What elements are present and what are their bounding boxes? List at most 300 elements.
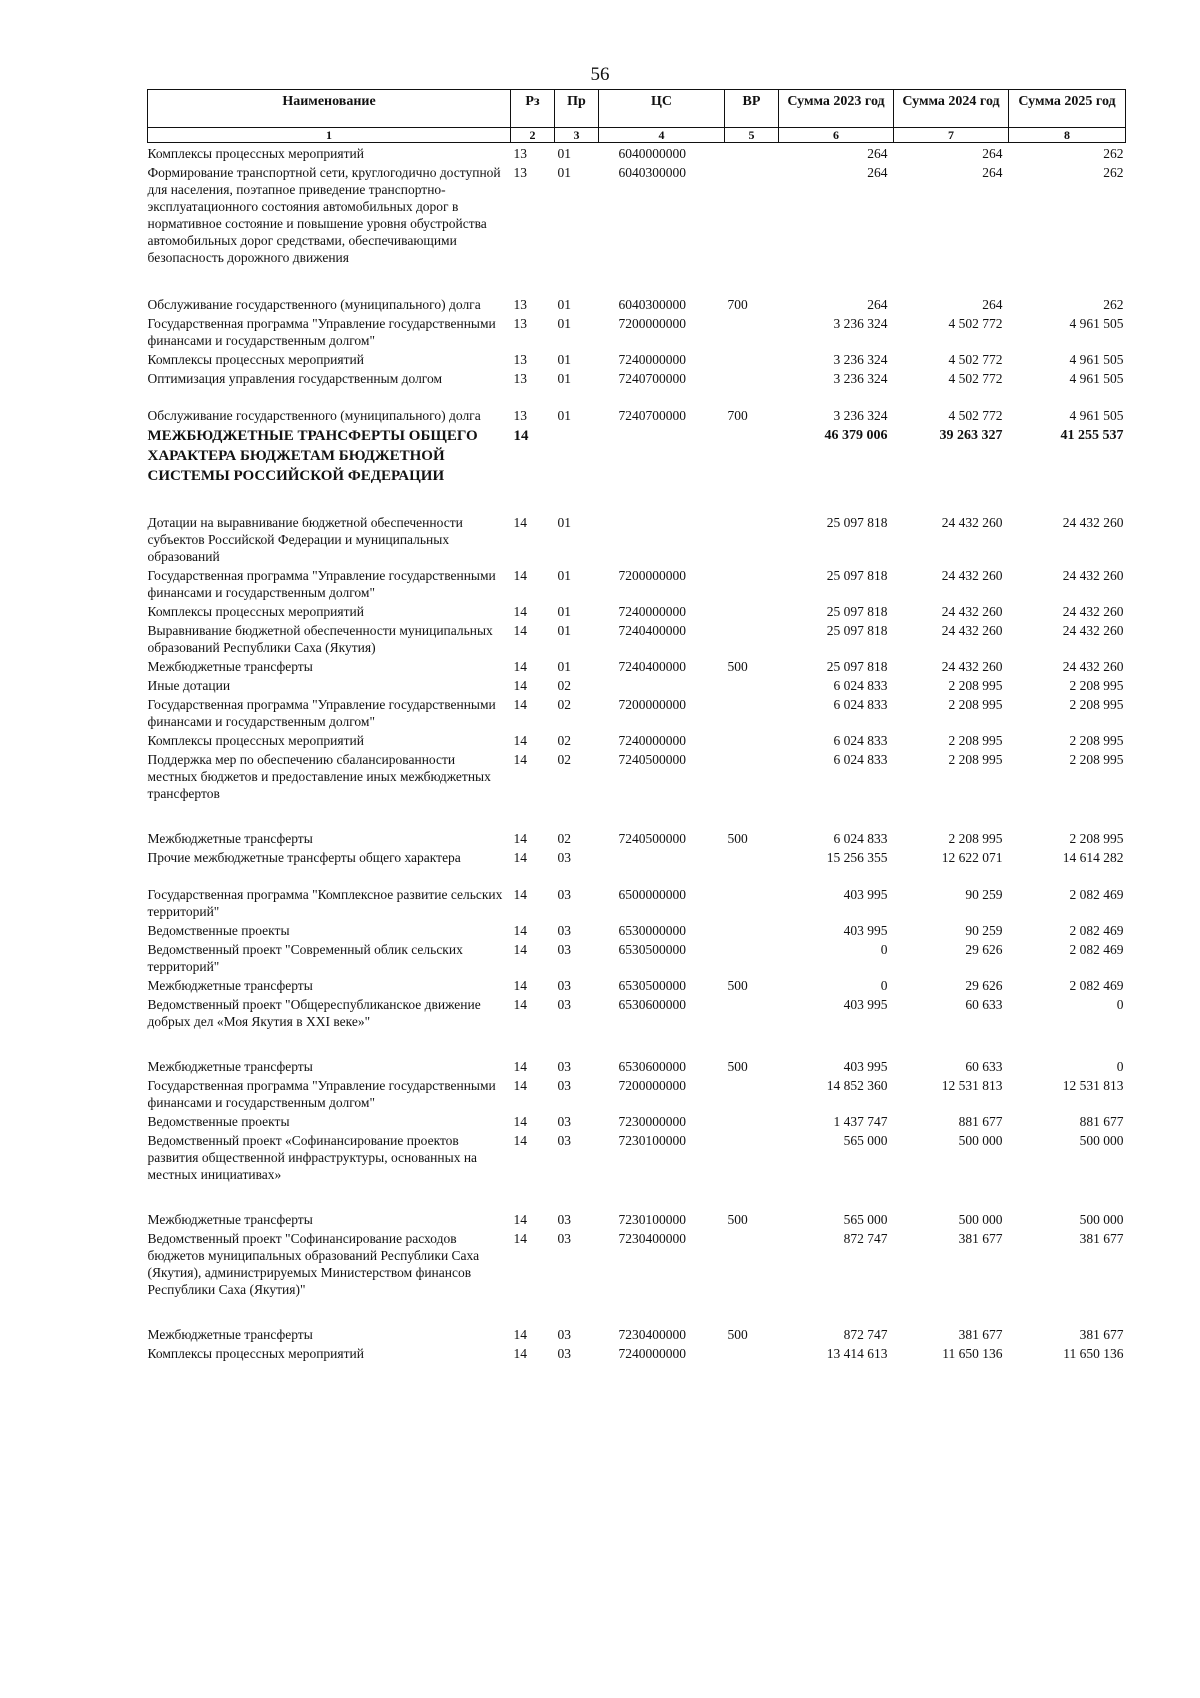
row-pr: 01 [557, 146, 571, 161]
row-sum-2024: 60 633 [965, 997, 1003, 1012]
row-pr: 01 [557, 659, 571, 674]
row-sum-2025: 500 000 [1079, 1133, 1124, 1148]
row-sum-2024: 29 626 [965, 978, 1003, 993]
row-vr [725, 1228, 779, 1324]
row-sum-2024: 4 502 772 [948, 316, 1003, 331]
row-sum-2024: 264 [982, 297, 1003, 312]
row-sum-2025: 881 677 [1079, 1114, 1124, 1129]
row-sum-2023: 403 995 [843, 923, 888, 938]
row-sum-2023: 872 747 [843, 1231, 888, 1246]
row-cs: 7240400000 [618, 623, 686, 638]
row-rz: 14 [513, 515, 527, 530]
row-sum-2024: 24 432 260 [941, 515, 1003, 530]
row-name: Государственная программа "Управление государственными финансами и государственным долгом" [147, 697, 496, 729]
row-sum-2023: 14 852 360 [826, 1078, 888, 1093]
row-rz: 14 [513, 923, 527, 938]
row-rz: 13 [513, 371, 527, 386]
row-rz: 13 [513, 352, 527, 367]
row-sum-2025: 2 082 469 [1069, 887, 1124, 902]
row-rz: 13 [513, 316, 527, 331]
row-sum-2024: 60 633 [965, 1059, 1003, 1074]
row-sum-2023: 565 000 [843, 1212, 888, 1227]
row-pr: 01 [557, 515, 571, 530]
row-sum-2025: 381 677 [1079, 1327, 1124, 1342]
row-sum-2025: 0 [1116, 1059, 1124, 1074]
table-row [148, 1343, 1126, 1362]
table-row [148, 730, 1126, 749]
row-name: Государственная программа "Комплексное развитие сельских территорий" [147, 887, 503, 919]
table-row [148, 1056, 1126, 1075]
column-number: 8 [1009, 128, 1126, 143]
row-rz: 13 [513, 297, 527, 312]
row-sum-2025: 2 082 469 [1069, 942, 1124, 957]
row-rz: 13 [513, 165, 527, 180]
row-pr: 03 [557, 923, 571, 938]
table-row [148, 1111, 1126, 1130]
row-vr: 500 [727, 659, 748, 674]
row-rz: 14 [513, 1059, 527, 1074]
row-sum-2023: 25 097 818 [826, 568, 888, 583]
row-vr [725, 884, 779, 920]
header-name: Наименование [148, 90, 511, 128]
column-number-row [148, 128, 1126, 143]
row-sum-2025: 24 432 260 [1062, 659, 1124, 674]
table-row [148, 162, 1126, 294]
row-sum-2025: 24 432 260 [1062, 568, 1124, 583]
row-sum-2023: 25 097 818 [826, 659, 888, 674]
budget-sheet [147, 89, 1125, 1362]
row-vr [725, 994, 779, 1056]
table-row [148, 656, 1126, 675]
row-vr: 500 [727, 1212, 748, 1227]
row-pr: 02 [557, 752, 571, 767]
row-sum-2025: 500 000 [1079, 1212, 1124, 1227]
row-vr [725, 620, 779, 656]
row-cs [599, 847, 725, 884]
row-sum-2025: 2 208 995 [1069, 752, 1124, 767]
row-cs: 7200000000 [618, 316, 686, 331]
row-sum-2024: 2 208 995 [948, 697, 1003, 712]
row-name: Обслуживание государственного (муниципального) долга [147, 297, 481, 312]
row-sum-2025: 4 961 505 [1069, 352, 1124, 367]
row-name: Формирование транспортной сети, круглогодично доступной для населения, поэтапное приведение транспортно-эксплуатационного состояния автомобильных дорог в нормативное состояние и повышение уровня обустройства автомобильных дорог средствами, обеспечивающими безопасность дорожного движения [147, 165, 501, 265]
row-name: Иные дотации [147, 678, 231, 693]
row-vr [725, 565, 779, 601]
row-name: Ведомственный проект "Современный облик сельских территорий" [147, 942, 463, 974]
row-rz: 14 [513, 1133, 527, 1148]
row-sum-2025: 2 208 995 [1069, 831, 1124, 846]
row-cs: 6040300000 [618, 165, 686, 180]
row-sum-2024: 2 208 995 [948, 733, 1003, 748]
row-rz: 14 [513, 1346, 527, 1361]
row-sum-2024: 90 259 [965, 887, 1003, 902]
row-sum-2024: 24 432 260 [941, 623, 1003, 638]
header-row [148, 90, 1126, 128]
row-rz: 14 [513, 604, 527, 619]
row-sum-2024: 2 208 995 [948, 678, 1003, 693]
table-row [148, 1130, 1126, 1209]
row-sum-2024: 381 677 [958, 1231, 1003, 1246]
row-rz: 14 [513, 1078, 527, 1093]
row-sum-2024: 24 432 260 [941, 659, 1003, 674]
row-cs: 7240000000 [618, 733, 686, 748]
row-name: Межбюджетные трансферты [147, 1059, 313, 1074]
row-pr: 01 [557, 371, 571, 386]
table-row [148, 1209, 1126, 1228]
row-pr: 03 [557, 1059, 571, 1074]
row-rz: 14 [513, 850, 527, 865]
table-row [148, 565, 1126, 601]
row-sum-2023: 46 379 006 [824, 428, 888, 443]
row-rz: 14 [513, 997, 527, 1012]
row-pr: 02 [557, 733, 571, 748]
table-row [148, 368, 1126, 405]
column-number: 4 [599, 128, 725, 143]
row-pr: 03 [557, 850, 571, 865]
row-sum-2023: 6 024 833 [833, 831, 888, 846]
header-vr: ВР [725, 90, 779, 128]
row-sum-2024: 2 208 995 [948, 752, 1003, 767]
row-name: Ведомственный проект "Софинансирование расходов бюджетов муниципальных образований Республики Саха (Якутия), администрируемых Министерством финансов Республики Саха (Якутия)" [147, 1231, 480, 1297]
row-cs: 6530600000 [618, 1059, 686, 1074]
row-sum-2023: 1 437 747 [833, 1114, 888, 1129]
row-pr: 03 [557, 1327, 571, 1342]
row-name: Прочие межбюджетные трансферты общего характера [147, 850, 461, 865]
row-vr: 500 [727, 1059, 748, 1074]
row-sum-2025: 12 531 813 [1062, 1078, 1124, 1093]
row-pr: 01 [557, 352, 571, 367]
row-vr [725, 1075, 779, 1111]
header-sum-2024: Сумма 2024 год [894, 90, 1009, 128]
row-name: Ведомственные проекты [147, 1114, 290, 1129]
header-pr: Пр [555, 90, 599, 128]
row-rz: 14 [513, 623, 527, 638]
row-vr [725, 424, 779, 512]
row-name: Оптимизация управления государственным долгом [147, 371, 443, 386]
row-rz: 14 [513, 1327, 527, 1342]
row-sum-2023: 403 995 [843, 997, 888, 1012]
row-rz: 14 [513, 428, 529, 444]
column-number: 6 [779, 128, 894, 143]
row-vr [725, 749, 779, 828]
row-sum-2023: 0 [880, 978, 888, 993]
row-sum-2024: 500 000 [958, 1133, 1003, 1148]
row-rz: 13 [513, 408, 527, 423]
row-cs: 7240000000 [618, 352, 686, 367]
row-pr: 03 [557, 1133, 571, 1148]
row-sum-2023: 25 097 818 [826, 623, 888, 638]
row-sum-2024: 12 531 813 [941, 1078, 1003, 1093]
row-vr [725, 675, 779, 694]
column-number: 7 [894, 128, 1009, 143]
row-name: Ведомственные проекты [147, 923, 290, 938]
row-sum-2025: 2 208 995 [1069, 678, 1124, 693]
table-row [148, 313, 1126, 349]
row-rz: 14 [513, 942, 527, 957]
row-sum-2023: 3 236 324 [833, 316, 888, 331]
row-sum-2023: 0 [880, 942, 888, 957]
table-row [148, 601, 1126, 620]
row-sum-2023: 25 097 818 [826, 515, 888, 530]
row-vr [725, 349, 779, 368]
row-sum-2025: 381 677 [1079, 1231, 1124, 1246]
row-vr [725, 368, 779, 405]
header-sum-2023: Сумма 2023 год [779, 90, 894, 128]
row-sum-2023: 264 [867, 165, 888, 180]
row-rz: 14 [513, 752, 527, 767]
row-name: Выравнивание бюджетной обеспеченности муниципальных образований Республики Саха (Якутия) [147, 623, 493, 655]
row-name: Межбюджетные трансферты [147, 978, 313, 993]
row-sum-2023: 6 024 833 [833, 697, 888, 712]
row-sum-2024: 24 432 260 [941, 604, 1003, 619]
row-pr: 01 [557, 408, 571, 423]
row-pr: 03 [557, 997, 571, 1012]
row-vr [725, 920, 779, 939]
row-pr: 03 [557, 887, 571, 902]
row-cs: 6040300000 [618, 297, 686, 312]
row-sum-2025: 4 961 505 [1069, 316, 1124, 331]
row-sum-2024: 264 [982, 165, 1003, 180]
table-row [148, 349, 1126, 368]
row-pr: 03 [557, 978, 571, 993]
row-sum-2025: 2 082 469 [1069, 978, 1124, 993]
row-sum-2023: 13 414 613 [826, 1346, 888, 1361]
row-sum-2024: 500 000 [958, 1212, 1003, 1227]
row-vr [725, 601, 779, 620]
table-row [148, 143, 1126, 163]
page-number: 56 [590, 64, 610, 85]
row-pr: 03 [557, 942, 571, 957]
row-vr [725, 1343, 779, 1362]
row-pr: 02 [557, 697, 571, 712]
table-row [148, 994, 1126, 1056]
row-sum-2024: 39 263 327 [939, 428, 1003, 443]
row-rz: 14 [513, 831, 527, 846]
row-sum-2025: 2 208 995 [1069, 697, 1124, 712]
row-sum-2023: 6 024 833 [833, 752, 888, 767]
row-name: Комплексы процессных мероприятий [147, 1346, 364, 1361]
row-sum-2025: 2 208 995 [1069, 733, 1124, 748]
table-row [148, 828, 1126, 847]
row-sum-2025: 14 614 282 [1062, 850, 1124, 865]
row-cs: 7230400000 [618, 1231, 686, 1246]
row-cs: 7230100000 [618, 1212, 686, 1227]
column-number: 3 [555, 128, 599, 143]
header-sum-2025: Сумма 2025 год [1009, 90, 1126, 128]
row-sum-2023: 403 995 [843, 1059, 888, 1074]
row-pr: 01 [557, 568, 571, 583]
row-cs: 7240000000 [618, 604, 686, 619]
row-sum-2024: 12 622 071 [941, 850, 1003, 865]
row-cs: 6040000000 [618, 146, 686, 161]
row-cs [599, 675, 725, 694]
row-rz: 14 [513, 697, 527, 712]
table-body [148, 143, 1126, 1363]
row-vr: 700 [727, 408, 748, 423]
row-pr: 03 [557, 1231, 571, 1246]
row-vr [725, 1130, 779, 1209]
column-number: 5 [725, 128, 779, 143]
row-name: Комплексы процессных мероприятий [147, 604, 364, 619]
row-sum-2023: 264 [867, 297, 888, 312]
row-sum-2023: 565 000 [843, 1133, 888, 1148]
row-sum-2025: 262 [1103, 297, 1124, 312]
row-name: Межбюджетные трансферты [147, 1327, 313, 1342]
column-number: 1 [148, 128, 511, 143]
row-sum-2024: 4 502 772 [948, 371, 1003, 386]
row-cs: 7240000000 [618, 1346, 686, 1361]
row-cs: 7200000000 [618, 697, 686, 712]
row-sum-2023: 25 097 818 [826, 604, 888, 619]
row-vr: 500 [727, 831, 748, 846]
row-cs: 7200000000 [618, 568, 686, 583]
header-rz: Рз [511, 90, 555, 128]
row-rz: 13 [513, 146, 527, 161]
row-sum-2024: 90 259 [965, 923, 1003, 938]
table-row [148, 749, 1126, 828]
row-cs: 7230400000 [618, 1327, 686, 1342]
row-sum-2025: 24 432 260 [1062, 623, 1124, 638]
row-cs: 6530000000 [618, 923, 686, 938]
row-sum-2023: 264 [867, 146, 888, 161]
row-name: Государственная программа "Управление государственными финансами и государственным долгом" [147, 316, 496, 348]
row-vr [725, 694, 779, 730]
budget-table [147, 89, 1126, 1362]
table-row [148, 620, 1126, 656]
row-sum-2024: 881 677 [958, 1114, 1003, 1129]
row-cs: 6530500000 [618, 942, 686, 957]
row-name: Межбюджетные трансферты [147, 831, 313, 846]
row-sum-2024: 4 502 772 [948, 352, 1003, 367]
row-sum-2025: 2 082 469 [1069, 923, 1124, 938]
row-vr [725, 847, 779, 884]
row-sum-2024: 29 626 [965, 942, 1003, 957]
row-rz: 14 [513, 1231, 527, 1246]
row-name: Обслуживание государственного (муниципального) долга [147, 408, 481, 423]
row-sum-2023: 872 747 [843, 1327, 888, 1342]
row-cs: 7240400000 [618, 659, 686, 674]
row-sum-2024: 11 650 136 [942, 1346, 1003, 1361]
row-cs [599, 424, 725, 512]
row-pr: 01 [557, 316, 571, 331]
row-cs: 7230100000 [618, 1133, 686, 1148]
row-pr: 01 [557, 165, 571, 180]
row-rz: 14 [513, 568, 527, 583]
table-row [148, 1228, 1126, 1324]
row-pr: 02 [557, 678, 571, 693]
row-rz: 14 [513, 1212, 527, 1227]
row-sum-2024: 4 502 772 [948, 408, 1003, 423]
row-sum-2023: 6 024 833 [833, 678, 888, 693]
row-sum-2025: 4 961 505 [1069, 371, 1124, 386]
row-pr: 03 [557, 1114, 571, 1129]
row-name: МЕЖБЮДЖЕТНЫЕ ТРАНСФЕРТЫ ОБЩЕГО ХАРАКТЕРА БЮДЖЕТАМ БЮДЖЕТНОЙ СИСТЕМЫ РОССИЙСКОЙ ФЕДЕРАЦИИ [147, 428, 478, 484]
row-sum-2023: 6 024 833 [833, 733, 888, 748]
table-row [148, 694, 1126, 730]
row-vr [725, 512, 779, 565]
row-pr: 03 [557, 1212, 571, 1227]
row-vr: 500 [727, 978, 748, 993]
row-sum-2025: 4 961 505 [1069, 408, 1124, 423]
row-pr: 01 [557, 604, 571, 619]
table-row [148, 405, 1126, 424]
row-sum-2024: 24 432 260 [941, 568, 1003, 583]
table-row [148, 975, 1126, 994]
table-row [148, 1075, 1126, 1111]
row-cs: 7240500000 [618, 831, 686, 846]
table-row [148, 424, 1126, 512]
row-rz: 14 [513, 978, 527, 993]
row-name: Ведомственный проект "Общереспубликанское движение добрых дел «Моя Якутия в XXI веке»" [147, 997, 481, 1029]
row-vr [725, 143, 779, 163]
row-sum-2025: 11 650 136 [1063, 1346, 1124, 1361]
row-vr [725, 162, 779, 294]
row-name: Государственная программа "Управление государственными финансами и государственным долгом" [147, 1078, 496, 1110]
column-number: 2 [511, 128, 555, 143]
row-sum-2025: 24 432 260 [1062, 604, 1124, 619]
row-cs: 6530500000 [618, 978, 686, 993]
table-row [148, 294, 1126, 313]
row-name: Поддержка мер по обеспечению сбалансированности местных бюджетов и предоставление иных межбюджетных трансфертов [147, 752, 491, 801]
row-sum-2023: 15 256 355 [826, 850, 888, 865]
row-sum-2025: 262 [1103, 146, 1124, 161]
row-sum-2023: 3 236 324 [833, 408, 888, 423]
row-name: Комплексы процессных мероприятий [147, 146, 364, 161]
row-name: Межбюджетные трансферты [147, 1212, 313, 1227]
row-pr: 01 [557, 297, 571, 312]
header-cs: ЦС [599, 90, 725, 128]
table-row [148, 1324, 1126, 1343]
row-vr: 700 [727, 297, 748, 312]
row-sum-2023: 3 236 324 [833, 371, 888, 386]
row-cs: 6530600000 [618, 997, 686, 1012]
row-name: Комплексы процессных мероприятий [147, 733, 364, 748]
row-vr [725, 730, 779, 749]
row-pr [555, 424, 599, 512]
row-name: Ведомственный проект «Софинансирование проектов развития общественной инфраструктуры, основанных на местных инициативах» [147, 1133, 478, 1182]
row-rz: 14 [513, 887, 527, 902]
row-vr: 500 [727, 1327, 748, 1342]
row-cs [599, 512, 725, 565]
row-sum-2024: 381 677 [958, 1327, 1003, 1342]
row-vr [725, 939, 779, 975]
row-pr: 02 [557, 831, 571, 846]
row-sum-2024: 264 [982, 146, 1003, 161]
row-pr: 03 [557, 1078, 571, 1093]
row-cs: 7200000000 [618, 1078, 686, 1093]
row-cs: 7240700000 [618, 408, 686, 423]
table-row [148, 847, 1126, 884]
row-rz: 14 [513, 678, 527, 693]
row-cs: 7240700000 [618, 371, 686, 386]
row-pr: 03 [557, 1346, 571, 1361]
row-cs: 7240500000 [618, 752, 686, 767]
table-row [148, 884, 1126, 920]
table-header [148, 90, 1126, 143]
row-cs: 6500000000 [618, 887, 686, 902]
row-cs: 7230000000 [618, 1114, 686, 1129]
row-vr [725, 1111, 779, 1130]
row-sum-2025: 41 255 537 [1060, 428, 1124, 443]
row-sum-2025: 262 [1103, 165, 1124, 180]
row-rz: 14 [513, 1114, 527, 1129]
table-row [148, 920, 1126, 939]
row-sum-2025: 0 [1116, 997, 1124, 1012]
table-row [148, 939, 1126, 975]
row-name: Государственная программа "Управление государственными финансами и государственным долгом" [147, 568, 496, 600]
row-rz: 14 [513, 659, 527, 674]
table-row [148, 512, 1126, 565]
